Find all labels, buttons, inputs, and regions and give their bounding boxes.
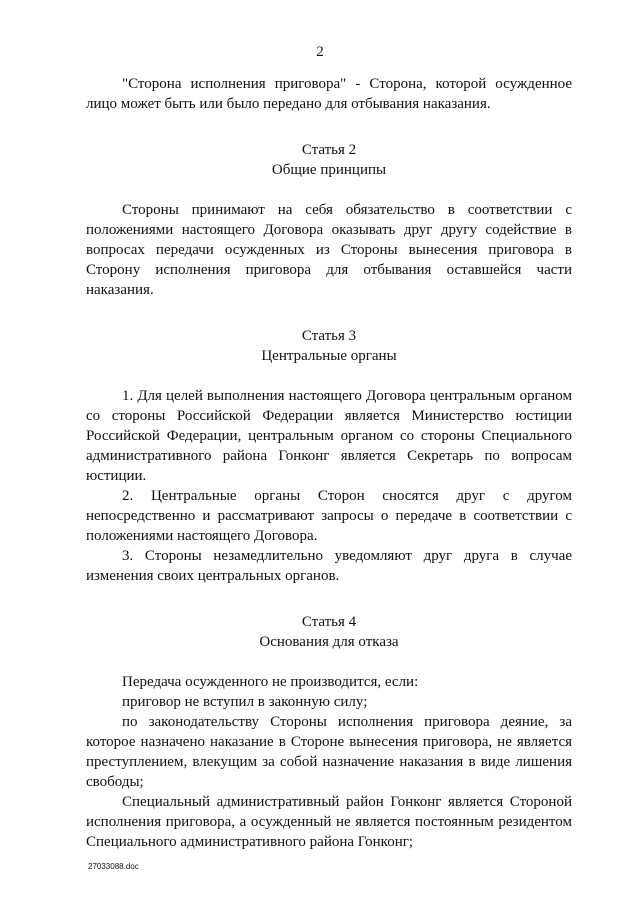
article-3-paragraph-1: 1. Для целей выполнения настоящего Договора центральным органом со стороны Российской Федерации является Министерство юстиции Российской Федерации, центральным органом со стороны Специального административного района Гонконг является Секретарь по вопросам юстиции. bbox=[86, 388, 572, 484]
article-4-heading bbox=[86, 612, 572, 652]
article-2-number: Статья 2 bbox=[301, 142, 357, 158]
article-4-paragraph-2: приговор не вступил в законную силу; bbox=[122, 694, 368, 710]
article-2-title: Общие принципы bbox=[271, 162, 387, 178]
intro-paragraph: "Сторона исполнения приговора" - Сторона, которой осужденное лицо может быть или было передано для отбывания наказания. bbox=[86, 76, 572, 112]
article-3-title: Центральные органы bbox=[261, 348, 397, 364]
article-3-number: Статья 3 bbox=[301, 328, 357, 344]
article-4-number: Статья 4 bbox=[301, 614, 357, 630]
article-4-paragraph-1: Передача осужденного не производится, если: bbox=[122, 674, 419, 690]
document-filename: 27033088.doc bbox=[88, 862, 139, 871]
article-3-paragraph-3: 3. Стороны незамедлительно уведомляют друг друга в случае изменения своих центральных органов. bbox=[86, 548, 572, 584]
article-2-paragraph-1: Стороны принимают на себя обязательство в соответствии с положениями настоящего Договора оказывать друг другу содействие в вопросах передачи осужденных из Стороны вынесения приговора в Сторону исполнения приговора для отбывания оставшейся части наказания. bbox=[86, 202, 572, 298]
article-4-paragraph-3: по законодательству Стороны исполнения приговора деяние, за которое назначено наказание в Стороне вынесения приговора, не является преступлением, влекущим за собой назначение наказания в виде лишения свободы; bbox=[86, 714, 572, 790]
article-4-paragraph-4: Специальный административный район Гонконг является Стороной исполнения приговора, а осужденный не является постоянным резидентом Специального административного района Гонконг; bbox=[86, 794, 572, 850]
article-3-heading bbox=[86, 326, 572, 366]
page-number: 2 bbox=[316, 44, 324, 60]
article-2-heading bbox=[86, 140, 572, 180]
article-3-paragraph-2: 2. Центральные органы Сторон сносятся друг с другом непосредственно и рассматривают запросы о передаче в соответствии с положениями настоящего Договора. bbox=[86, 488, 572, 544]
article-4-title: Основания для отказа bbox=[259, 634, 399, 650]
document-body bbox=[86, 74, 572, 852]
